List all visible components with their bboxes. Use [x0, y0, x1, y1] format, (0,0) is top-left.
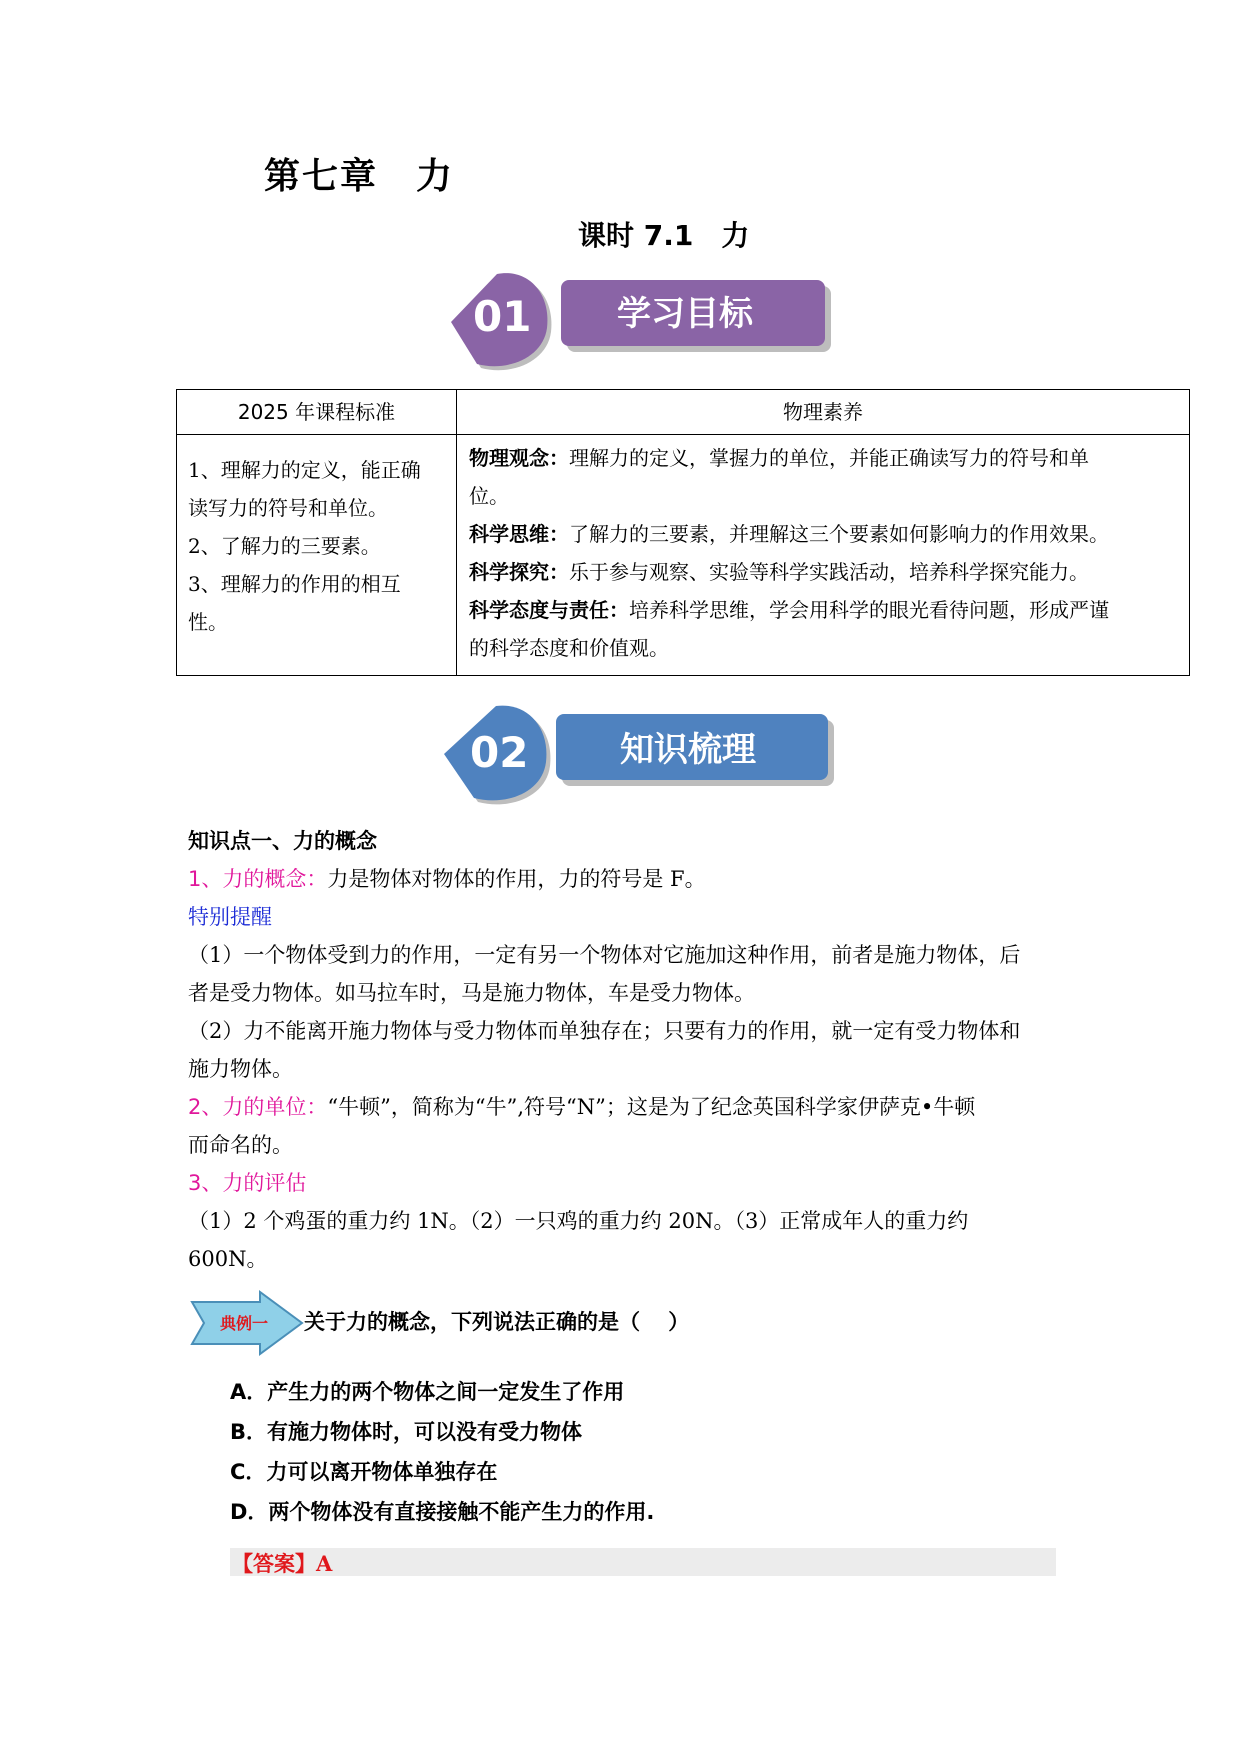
lesson-title: 课时 7.1 力 — [578, 219, 750, 252]
table-header-literacy: 物理素养 — [457, 390, 1190, 435]
option-d: D．两个物体没有直接接触不能产生力的作用. — [230, 1500, 655, 1524]
example-badge — [190, 1290, 304, 1356]
reminder-text: （2）力不能离开施力物体与受力物体而单独存在；只要有力的作用，就一定有受力物体和 — [188, 1019, 1021, 1043]
estimate-text: （1）2 个鸡蛋的重力约 1N。（2）一只鸡的重力约 20N。（3）正常成年人的重力约 — [188, 1209, 969, 1233]
unit-label: 2、力的单位： — [188, 1095, 328, 1119]
literacy-text: 培养科学思维，学会用科学的眼光看待问题，形成严谨 — [629, 598, 1109, 622]
literacy-key: 科学思维： — [469, 522, 569, 546]
literacy-key: 科学态度与责任： — [469, 598, 629, 622]
standard-line: 读写力的符号和单位。 — [188, 496, 388, 520]
concept-text: 力是物体对物体的作用，力的符号是 F。 — [327, 867, 706, 891]
concept-line — [188, 860, 1058, 898]
answer-bar — [230, 1548, 1056, 1576]
example-badge-label: 典例一 — [220, 1314, 269, 1333]
reminder-text: 施力物体。 — [188, 1057, 293, 1081]
knowledge-point-title: 知识点一、力的概念 — [188, 829, 377, 853]
literacy-item-cont: 位。 — [469, 484, 509, 508]
literacy-item — [469, 439, 1177, 477]
literacy-item — [469, 515, 1177, 553]
example-question: 关于力的概念，下列说法正确的是（ ） — [304, 1310, 690, 1334]
literacy-key: 物理观念： — [469, 446, 569, 470]
unit-text: “牛顿”，简称为“牛”,符号“N”；这是为了纪念英国科学家伊萨克•牛顿 — [327, 1095, 976, 1119]
literacy-item — [469, 591, 1177, 629]
reminder-text: （1）一个物体受到力的作用，一定有另一个物体对它施加这种作用，前者是施力物体，后 — [188, 943, 1021, 967]
option-b: B．有施力物体时，可以没有受力物体 — [230, 1420, 583, 1444]
table-header-standard: 2025 年课程标准 — [177, 390, 457, 435]
concept-label: 1、力的概念： — [188, 867, 328, 891]
chapter-title: 第七章 力 — [264, 156, 455, 197]
standard-line: 性。 — [188, 610, 228, 634]
standard-line: 2、了解力的三要素。 — [188, 534, 381, 558]
literacy-text: 乐于参与观察、实验等科学实践活动，培养科学探究能力。 — [569, 560, 1089, 584]
reminder-label: 特别提醒 — [188, 905, 272, 929]
estimate-label: 3、力的评估 — [188, 1171, 307, 1195]
section-number: 02 — [470, 728, 529, 777]
literacy-key: 科学探究： — [469, 560, 569, 584]
answer-text: 【答案】A — [232, 1551, 333, 1576]
knowledge-body — [188, 822, 1058, 1278]
option-a: A．产生力的两个物体之间一定发生了作用 — [230, 1380, 625, 1404]
section-label: 知识梳理 — [620, 730, 756, 770]
section-label: 学习目标 — [617, 294, 753, 334]
options-list — [230, 1372, 654, 1532]
standard-line: 1、理解力的定义，能正确 — [188, 458, 421, 482]
reminder-text: 者是受力物体。如马拉车时，马是施力物体，车是受力物体。 — [188, 981, 755, 1005]
option-c: C．力可以离开物体单独存在 — [230, 1460, 498, 1484]
learning-goals-table — [176, 389, 1190, 676]
literacy-text: 了解力的三要素，并理解这三个要素如何影响力的作用效果。 — [569, 522, 1109, 546]
section-badge-learning-goals — [447, 268, 837, 372]
unit-text-cont: 而命名的。 — [188, 1133, 293, 1157]
section-number: 01 — [473, 292, 532, 341]
physics-literacy-cell — [457, 435, 1190, 676]
section-badge-knowledge-review — [440, 702, 840, 806]
literacy-item — [469, 553, 1177, 591]
standard-line: 3、理解力的作用的相互 — [188, 572, 401, 596]
unit-line — [188, 1088, 1058, 1126]
literacy-item-cont: 的科学态度和价值观。 — [469, 636, 669, 660]
estimate-text: 600N。 — [188, 1247, 268, 1271]
literacy-text: 理解力的定义，掌握力的单位，并能正确读写力的符号和单 — [569, 446, 1089, 470]
curriculum-standards-cell — [177, 435, 457, 676]
